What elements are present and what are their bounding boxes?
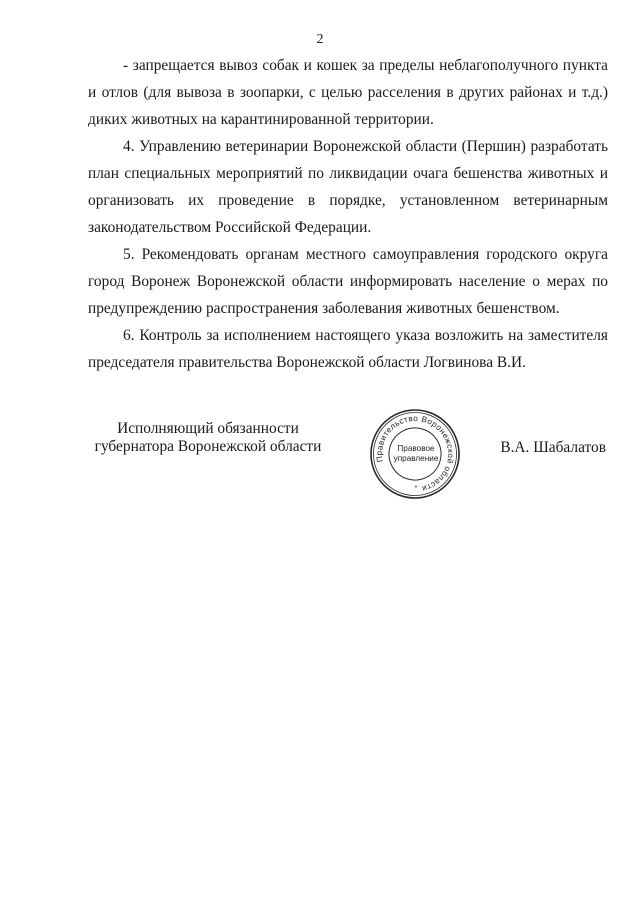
document-body <box>88 52 608 376</box>
svg-text:Правительство Воронежской обла: Правительство Воронежской области <box>374 413 456 494</box>
seal-graphic <box>367 406 463 502</box>
official-seal-stamp <box>367 406 463 502</box>
signature-block <box>88 406 608 506</box>
svg-text:*: * <box>414 485 418 492</box>
paragraph-animal-export-ban: - запрещается вывоз собак и кошек за пределы неблагополучного пункта и отлов (для вывоза в зоопарки, с целью расселения в других районах и т.д.) диких животных на карантинированной территории. <box>88 57 608 128</box>
svg-text:управление: управление <box>393 454 439 463</box>
paragraph-veterinary-plan: 4. Управлению ветеринарии Воронежской области (Першин) разработать план специальных мероприятий по ликвидации очага бешенства животных и организовать их проведение в порядке, установленном ветеринарным законодательством Российской Федерации. <box>88 138 608 236</box>
signatory-title <box>88 420 328 456</box>
svg-text:Правовое: Правовое <box>397 444 435 453</box>
signatory-title-line2: губернатора Воронежской области <box>94 438 322 455</box>
signatory-title-line1: Исполняющий обязанности <box>117 420 299 437</box>
signatory-name: В.А. Шабалатов <box>500 439 606 456</box>
paragraph-local-government: 5. Рекомендовать органам местного самоуправления городского округа город Воронеж Воронежской области информировать население о мерах по предупреждению распространения заболевания животных бешенством. <box>88 246 608 317</box>
page-number: 2 <box>316 32 324 47</box>
paragraph-control: 6. Контроль за исполнением настоящего указа возложить на заместителя председателя правительства Воронежской области Логвинова В.И. <box>88 327 608 371</box>
